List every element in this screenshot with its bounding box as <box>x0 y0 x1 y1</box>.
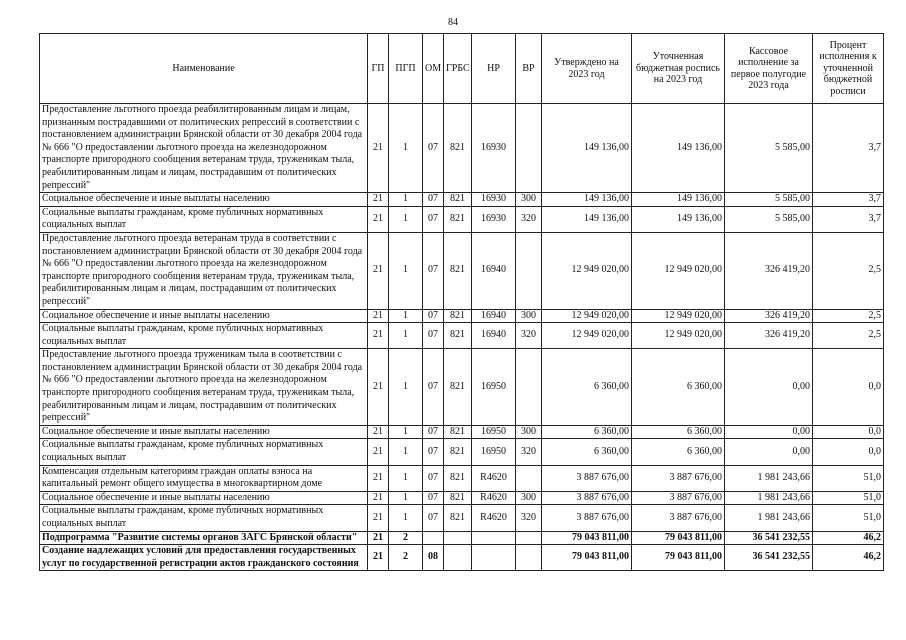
cell-vr: 300 <box>516 193 542 207</box>
cell-ppgp: 2 <box>389 545 423 571</box>
cell-np: 16950 <box>472 349 516 426</box>
cell-approved: 79 043 811,00 <box>542 545 632 571</box>
cell-om: 07 <box>423 104 444 193</box>
cell-refined: 3 887 676,00 <box>632 505 725 531</box>
cell-grbs: 821 <box>444 491 472 505</box>
cell-grbs: 821 <box>444 309 472 323</box>
cell-percent: 3,7 <box>813 206 884 232</box>
cell-grbs: 821 <box>444 349 472 426</box>
cell-gp: 21 <box>368 439 389 465</box>
cell-percent: 2,5 <box>813 232 884 309</box>
cell-refined: 149 136,00 <box>632 104 725 193</box>
cell-vr: 300 <box>516 491 542 505</box>
cell-approved: 3 887 676,00 <box>542 465 632 491</box>
cell-om <box>423 531 444 545</box>
col-header-approved: Утверждено на 2023 год <box>542 34 632 104</box>
cell-grbs: 821 <box>444 104 472 193</box>
cell-name: Социальные выплаты гражданам, кроме публичных нормативных социальных выплат <box>40 505 368 531</box>
cell-gp: 21 <box>368 206 389 232</box>
cell-ppgp: 1 <box>389 425 423 439</box>
cell-grbs: 821 <box>444 232 472 309</box>
cell-name: Социальное обеспечение и иные выплаты населению <box>40 193 368 207</box>
cell-cash: 5 585,00 <box>725 206 813 232</box>
header-row <box>40 34 884 104</box>
cell-gp: 21 <box>368 491 389 505</box>
cell-ppgp: 1 <box>389 505 423 531</box>
cell-name: Предоставление льготного проезда реабилитированным лицам и лицам, признанным пострадавшими от политических репрессий в соответствии с постановлением администрации Брянской области от 30 декабря 2004 года № 666 "О предоставлении льготного проезда на железнодорожном транспорте пригородного сообщения ветеранам труда, труженикам тыла, реабилитированным лицам и лицам, пострадавшим от политических репрессий" <box>40 104 368 193</box>
cell-vr: 300 <box>516 309 542 323</box>
col-header-name: Наименование <box>40 34 368 104</box>
cell-np: 16930 <box>472 206 516 232</box>
cell-grbs: 821 <box>444 206 472 232</box>
cell-np <box>472 545 516 571</box>
cell-name: Социальные выплаты гражданам, кроме публичных нормативных социальных выплат <box>40 439 368 465</box>
cell-np: 16950 <box>472 425 516 439</box>
col-header-percent: Процент исполнения к уточненной бюджетной росписи <box>813 34 884 104</box>
cell-cash: 5 585,00 <box>725 104 813 193</box>
col-header-gp: ГП <box>368 34 389 104</box>
cell-approved: 6 360,00 <box>542 425 632 439</box>
cell-ppgp: 1 <box>389 491 423 505</box>
table-row <box>40 439 884 465</box>
cell-om: 07 <box>423 491 444 505</box>
cell-gp: 21 <box>368 349 389 426</box>
cell-om: 08 <box>423 545 444 571</box>
table-row <box>40 323 884 349</box>
cell-percent: 51,0 <box>813 465 884 491</box>
cell-gp: 21 <box>368 193 389 207</box>
table-row <box>40 491 884 505</box>
cell-om: 07 <box>423 193 444 207</box>
cell-np: 16940 <box>472 309 516 323</box>
cell-refined: 12 949 020,00 <box>632 309 725 323</box>
cell-approved: 12 949 020,00 <box>542 323 632 349</box>
cell-cash: 326 419,20 <box>725 323 813 349</box>
cell-approved: 12 949 020,00 <box>542 232 632 309</box>
cell-om: 07 <box>423 309 444 323</box>
cell-approved: 79 043 811,00 <box>542 531 632 545</box>
cell-ppgp: 1 <box>389 193 423 207</box>
cell-np: 16930 <box>472 193 516 207</box>
cell-cash: 36 541 232,55 <box>725 545 813 571</box>
cell-np: 16930 <box>472 104 516 193</box>
cell-gp: 21 <box>368 425 389 439</box>
cell-vr: 320 <box>516 323 542 349</box>
table-row <box>40 232 884 309</box>
table-row <box>40 349 884 426</box>
cell-vr <box>516 349 542 426</box>
cell-name: Социальное обеспечение и иные выплаты населению <box>40 491 368 505</box>
cell-percent: 0,0 <box>813 439 884 465</box>
cell-grbs: 821 <box>444 193 472 207</box>
table-row <box>40 425 884 439</box>
col-header-grbs: ГРБС <box>444 34 472 104</box>
cell-np: R4620 <box>472 505 516 531</box>
cell-vr <box>516 465 542 491</box>
cell-cash: 326 419,20 <box>725 309 813 323</box>
cell-grbs: 821 <box>444 505 472 531</box>
cell-approved: 149 136,00 <box>542 193 632 207</box>
cell-vr: 320 <box>516 439 542 465</box>
cell-vr: 300 <box>516 425 542 439</box>
cell-gp: 21 <box>368 545 389 571</box>
cell-gp: 21 <box>368 505 389 531</box>
cell-om: 07 <box>423 206 444 232</box>
cell-grbs <box>444 531 472 545</box>
cell-percent: 2,5 <box>813 323 884 349</box>
cell-cash: 1 981 243,66 <box>725 505 813 531</box>
cell-vr: 320 <box>516 206 542 232</box>
cell-om: 07 <box>423 505 444 531</box>
page-number: 84 <box>448 17 458 28</box>
cell-cash: 36 541 232,55 <box>725 531 813 545</box>
cell-np: 16940 <box>472 232 516 309</box>
col-header-vr: ВР <box>516 34 542 104</box>
cell-percent: 46,2 <box>813 531 884 545</box>
cell-om: 07 <box>423 323 444 349</box>
cell-percent: 2,5 <box>813 309 884 323</box>
cell-percent: 51,0 <box>813 491 884 505</box>
cell-ppgp: 1 <box>389 465 423 491</box>
cell-name: Подпрограмма "Развитие системы органов ЗАГС Брянской области" <box>40 531 368 545</box>
cell-grbs <box>444 545 472 571</box>
table-row <box>40 104 884 193</box>
cell-cash: 0,00 <box>725 425 813 439</box>
cell-percent: 3,7 <box>813 193 884 207</box>
cell-refined: 12 949 020,00 <box>632 232 725 309</box>
cell-gp: 21 <box>368 232 389 309</box>
table-row <box>40 206 884 232</box>
cell-np: 16950 <box>472 439 516 465</box>
cell-cash: 5 585,00 <box>725 193 813 207</box>
cell-ppgp: 1 <box>389 104 423 193</box>
cell-cash: 0,00 <box>725 349 813 426</box>
cell-ppgp: 1 <box>389 349 423 426</box>
cell-cash: 1 981 243,66 <box>725 465 813 491</box>
cell-refined: 3 887 676,00 <box>632 465 725 491</box>
cell-refined: 12 949 020,00 <box>632 323 725 349</box>
cell-percent: 46,2 <box>813 545 884 571</box>
cell-ppgp: 1 <box>389 323 423 349</box>
cell-ppgp: 1 <box>389 439 423 465</box>
cell-refined: 6 360,00 <box>632 425 725 439</box>
col-header-ppgp: ПГП <box>389 34 423 104</box>
cell-gp: 21 <box>368 531 389 545</box>
cell-np <box>472 531 516 545</box>
cell-om: 07 <box>423 349 444 426</box>
cell-approved: 3 887 676,00 <box>542 491 632 505</box>
table-row <box>40 531 884 545</box>
cell-refined: 6 360,00 <box>632 439 725 465</box>
cell-refined: 3 887 676,00 <box>632 491 725 505</box>
col-header-np: НР <box>472 34 516 104</box>
cell-np: 16940 <box>472 323 516 349</box>
cell-approved: 6 360,00 <box>542 349 632 426</box>
cell-np: R4620 <box>472 465 516 491</box>
cell-name: Социальные выплаты гражданам, кроме публичных нормативных социальных выплат <box>40 206 368 232</box>
cell-name: Социальное обеспечение и иные выплаты населению <box>40 425 368 439</box>
cell-gp: 21 <box>368 323 389 349</box>
cell-percent: 3,7 <box>813 104 884 193</box>
cell-om: 07 <box>423 465 444 491</box>
table-row <box>40 193 884 207</box>
cell-ppgp: 1 <box>389 309 423 323</box>
cell-refined: 79 043 811,00 <box>632 531 725 545</box>
cell-vr <box>516 531 542 545</box>
cell-gp: 21 <box>368 309 389 323</box>
cell-om: 07 <box>423 232 444 309</box>
cell-approved: 12 949 020,00 <box>542 309 632 323</box>
cell-vr <box>516 545 542 571</box>
cell-approved: 149 136,00 <box>542 206 632 232</box>
col-header-refined: Уточненная бюджетная роспись на 2023 год <box>632 34 725 104</box>
budget-execution-table <box>39 33 884 571</box>
cell-gp: 21 <box>368 465 389 491</box>
table-row <box>40 465 884 491</box>
cell-om: 07 <box>423 439 444 465</box>
cell-grbs: 821 <box>444 425 472 439</box>
cell-approved: 3 887 676,00 <box>542 505 632 531</box>
cell-refined: 79 043 811,00 <box>632 545 725 571</box>
table-row <box>40 505 884 531</box>
cell-np: R4620 <box>472 491 516 505</box>
cell-percent: 0,0 <box>813 425 884 439</box>
cell-grbs: 821 <box>444 439 472 465</box>
cell-name: Компенсация отдельным категориям граждан оплаты взноса на капитальный ремонт общего имущества в многоквартирном доме <box>40 465 368 491</box>
cell-name: Предоставление льготного проезда труженикам тыла в соответствии с постановлением администрации Брянской области от 30 декабря 2004 года № 666 "О предоставлении льготного проезда на железнодорожном транспорте пригородного сообщения ветеранам труда, труженикам тыла, реабилитированным лицам и лицам, пострадавшим от политических репрессий" <box>40 349 368 426</box>
cell-refined: 6 360,00 <box>632 349 725 426</box>
cell-percent: 51,0 <box>813 505 884 531</box>
col-header-cash: Кассовое исполнение за первое полугодие 2023 года <box>725 34 813 104</box>
cell-cash: 0,00 <box>725 439 813 465</box>
cell-name: Создание надлежащих условий для предоставления государственных услуг по государственной регистрации актов гражданского состояния <box>40 545 368 571</box>
cell-om: 07 <box>423 425 444 439</box>
cell-approved: 6 360,00 <box>542 439 632 465</box>
cell-gp: 21 <box>368 104 389 193</box>
cell-name: Социальное обеспечение и иные выплаты населению <box>40 309 368 323</box>
table-row <box>40 309 884 323</box>
table-row <box>40 545 884 571</box>
cell-approved: 149 136,00 <box>542 104 632 193</box>
cell-ppgp: 1 <box>389 232 423 309</box>
col-header-om: ОМ <box>423 34 444 104</box>
cell-ppgp: 1 <box>389 206 423 232</box>
cell-vr <box>516 104 542 193</box>
cell-grbs: 821 <box>444 465 472 491</box>
cell-cash: 1 981 243,66 <box>725 491 813 505</box>
cell-vr <box>516 232 542 309</box>
cell-percent: 0,0 <box>813 349 884 426</box>
cell-name: Социальные выплаты гражданам, кроме публичных нормативных социальных выплат <box>40 323 368 349</box>
cell-name: Предоставление льготного проезда ветеранам труда в соответствии с постановлением администрации Брянской области от 30 декабря 2004 года № 666 "О предоставлении льготного проезда на железнодорожном транспорте пригородного сообщения ветеранам труда, труженикам тыла, реабилитированным лицам и лицам, пострадавшим от политических репрессий" <box>40 232 368 309</box>
cell-vr: 320 <box>516 505 542 531</box>
cell-refined: 149 136,00 <box>632 193 725 207</box>
cell-ppgp: 2 <box>389 531 423 545</box>
cell-cash: 326 419,20 <box>725 232 813 309</box>
cell-grbs: 821 <box>444 323 472 349</box>
cell-refined: 149 136,00 <box>632 206 725 232</box>
